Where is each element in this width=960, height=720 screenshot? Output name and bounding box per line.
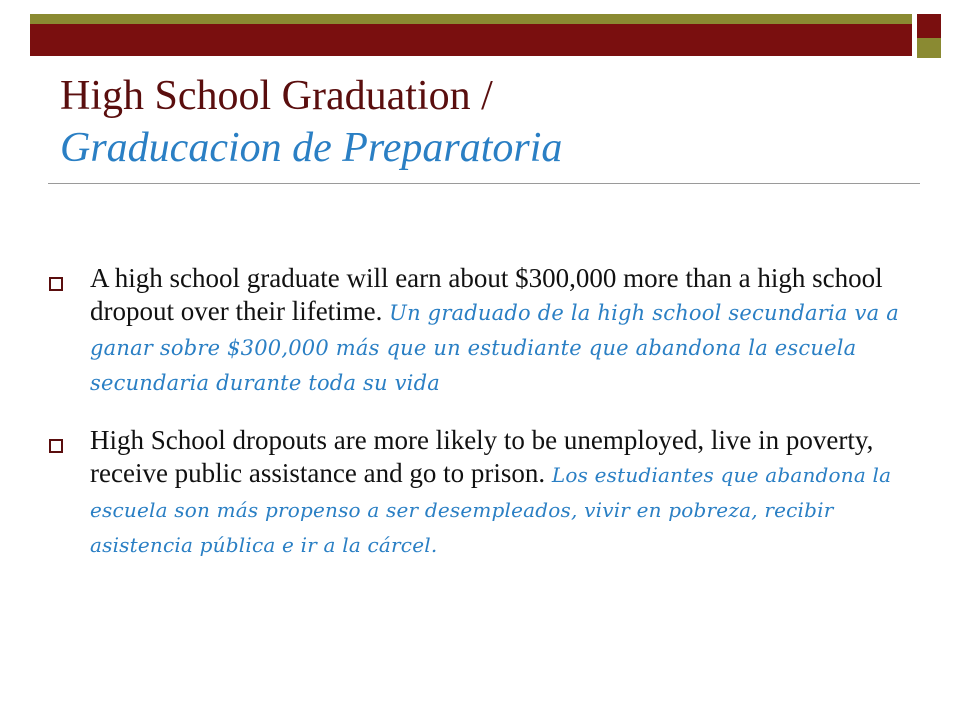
bullet-item xyxy=(40,262,920,400)
title-divider xyxy=(48,183,920,184)
square-bullet-icon xyxy=(49,277,63,291)
corner-block-olive xyxy=(917,38,941,58)
bullet-text-english: High School dropouts are more likely to be unemployed, live in poverty, receive public assistance and go to prison. xyxy=(90,425,874,488)
bullet-text-english: A high school graduate will earn about $300,000 more than a high school dropout over their lifetime. xyxy=(90,263,883,326)
square-bullet-icon xyxy=(49,439,63,453)
bullet-item xyxy=(40,424,920,562)
corner-block-maroon xyxy=(917,14,941,38)
title-spanish: Graducacion de Preparatoria xyxy=(60,125,563,171)
bullet-list xyxy=(40,262,920,562)
title-english: High School Graduation / xyxy=(60,73,493,119)
slide-title xyxy=(60,70,920,174)
bullet-text-spanish: Los estudiantes que abandona la escuela son más propenso a ser desempleados, vivir en pobreza, recibir asistencia pública e ir a la cárcel. xyxy=(90,463,892,557)
header-bar-maroon xyxy=(30,24,912,56)
bullet-text-spanish: Un graduado de la high school secundaria va a ganar sobre $300,000 más que un estudiante que abandona la escuela secundaria durante toda su vida xyxy=(90,301,899,395)
header-bar-olive xyxy=(30,14,912,24)
